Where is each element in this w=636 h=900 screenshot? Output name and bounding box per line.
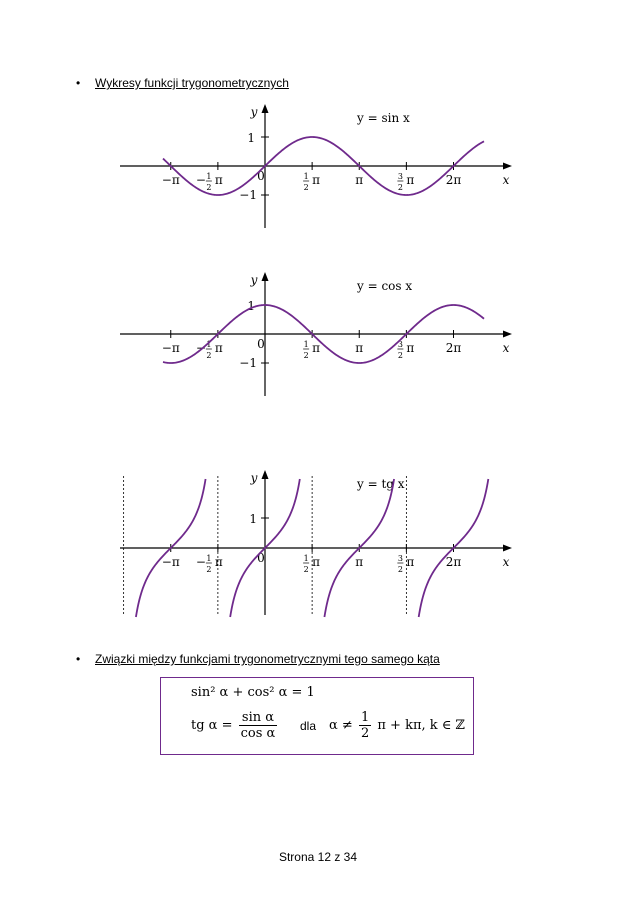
x-tick-label: π: [355, 173, 364, 187]
x-axis-arrow: [503, 545, 512, 552]
x-tick-label: [397, 554, 414, 574]
y-axis-label: y: [250, 471, 258, 485]
x-axis-label: x: [502, 555, 510, 569]
y-tick-label: −1: [239, 356, 257, 370]
tick-frac-num: 1: [206, 340, 212, 349]
tick-frac-num: 3: [397, 554, 403, 563]
section-heading-graphs: [76, 76, 289, 90]
tick-minus-sign: −: [195, 173, 206, 187]
x-tick-label: 0: [257, 169, 265, 183]
section-heading-relations: [76, 652, 440, 666]
y-tick-label: 1: [249, 512, 257, 526]
cond-numerator: 1: [360, 710, 370, 725]
tick-pi: π: [312, 173, 321, 187]
tick-frac-den: 2: [303, 565, 309, 574]
pythagorean-identity: sin² α + cos² α = 1: [191, 685, 315, 700]
tick-pi: π: [312, 555, 321, 569]
x-tick-label: −π: [161, 555, 180, 569]
x-axis-label: x: [502, 173, 510, 187]
x-axis-arrow: [503, 331, 512, 338]
tick-pi: π: [406, 555, 415, 569]
tick-frac-num: 1: [303, 340, 309, 349]
x-axis-label: x: [502, 341, 510, 355]
chart-title: y = cos x: [357, 279, 413, 293]
tick-frac-den: 2: [303, 183, 309, 192]
x-tick-label: π: [355, 555, 364, 569]
heading-text: Związki między funkcjami trygonometrycznymi tego samego kąta: [95, 652, 440, 666]
tick-pi: π: [406, 173, 415, 187]
x-tick-label: [397, 172, 414, 192]
cond-lhs: α ≠: [329, 718, 353, 733]
tick-frac-den: 2: [397, 351, 403, 360]
tick-pi: π: [214, 173, 223, 187]
x-tick-label: 2π: [445, 555, 462, 569]
x-tick-label: 2π: [445, 341, 462, 355]
x-tick-label: −π: [161, 341, 180, 355]
tick-frac-den: 2: [206, 565, 212, 574]
bullet: •: [76, 76, 81, 90]
tick-pi: π: [214, 341, 223, 355]
tick-frac-num: 1: [303, 172, 309, 181]
x-tick-label: 2π: [445, 173, 462, 187]
y-tick-label: 1: [247, 299, 255, 313]
tick-frac-num: 1: [206, 554, 212, 563]
tg-denominator: cos α: [240, 726, 276, 741]
bullet: •: [76, 652, 81, 666]
y-axis-arrow: [262, 104, 269, 113]
tick-minus-sign: −: [195, 341, 206, 355]
tick-frac-den: 2: [206, 351, 212, 360]
chart-title: y = sin x: [357, 111, 410, 125]
tick-frac-num: 3: [397, 340, 403, 349]
x-tick-label: [303, 340, 320, 360]
cond-fraction: [359, 710, 371, 741]
x-tick-label: [303, 554, 320, 574]
tg-lhs: tg α =: [191, 718, 233, 733]
tick-pi: π: [406, 341, 415, 355]
x-tick-label: π: [355, 341, 364, 355]
cos-chart: [0, 268, 636, 398]
tg-numerator: sin α: [239, 710, 278, 726]
x-tick-label: [196, 554, 223, 574]
tick-frac-den: 2: [397, 565, 403, 574]
x-tick-label: [397, 340, 414, 360]
tangent-definition: [191, 710, 279, 741]
heading-text: Wykresy funkcji trygonometrycznych: [95, 76, 289, 90]
sin-chart: [0, 100, 636, 230]
y-axis-label: y: [250, 105, 258, 119]
y-tick-label: −1: [239, 188, 257, 202]
x-tick-label: 0: [257, 337, 265, 351]
y-axis-arrow: [262, 272, 269, 281]
tick-frac-num: 1: [206, 172, 212, 181]
tick-pi: π: [214, 555, 223, 569]
dla-label: dla: [300, 719, 317, 733]
tangent-domain-condition: [329, 710, 465, 741]
x-axis-arrow: [503, 163, 512, 170]
tan-chart: [0, 460, 636, 620]
x-tick-label: −π: [161, 173, 180, 187]
tick-frac-num: 3: [397, 172, 403, 181]
tick-frac-den: 2: [206, 183, 212, 192]
tick-pi: π: [312, 341, 321, 355]
tick-frac-den: 2: [397, 183, 403, 192]
tg-fraction: [239, 710, 278, 741]
cond-rhs: π + kπ, k ∈ ℤ: [377, 718, 466, 733]
x-tick-label: 0: [257, 551, 265, 565]
cond-denominator: 2: [360, 726, 370, 741]
tick-frac-num: 1: [303, 554, 309, 563]
y-tick-label: 1: [247, 131, 255, 145]
page-footer: Strona 12 z 34: [278, 850, 358, 864]
formula-box: [160, 677, 474, 755]
y-axis-arrow: [262, 470, 269, 479]
x-tick-label: [303, 172, 320, 192]
chart-title: y = tg x: [357, 477, 405, 491]
tick-frac-den: 2: [303, 351, 309, 360]
tick-minus-sign: −: [195, 555, 206, 569]
y-axis-label: y: [250, 273, 258, 287]
